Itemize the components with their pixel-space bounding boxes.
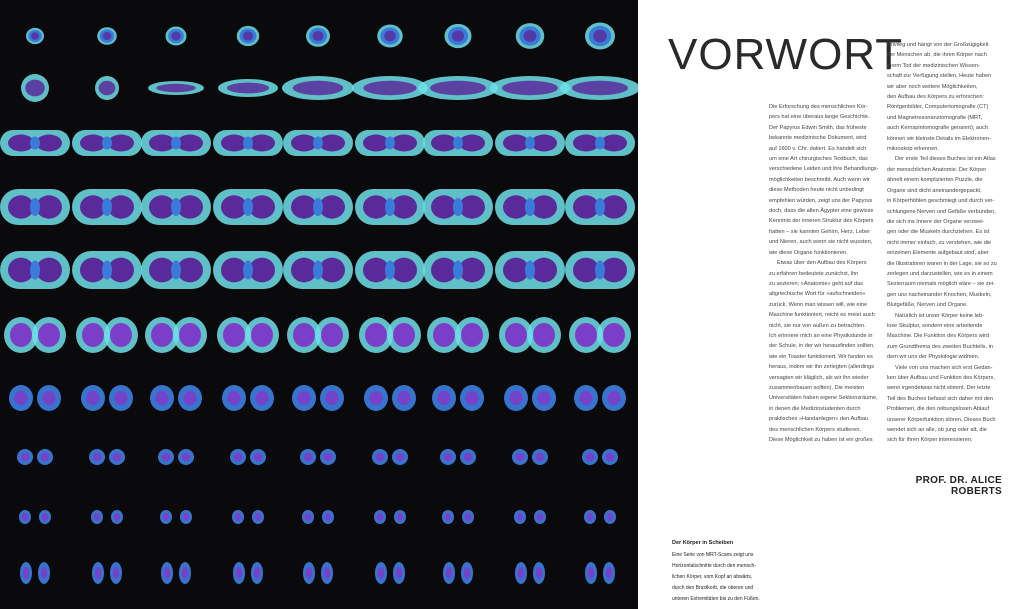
- caption-text: [672, 552, 764, 602]
- mri-slice: [300, 449, 336, 465]
- text-line: mikroskop erkennen.: [887, 146, 939, 153]
- text-line: auf 1600 v. Chr. datiert. Es handelt sich: [769, 145, 867, 152]
- text-line: wenn irgendetwas nicht stimmt. Der letzte: [887, 385, 991, 392]
- mri-slice: [569, 317, 631, 353]
- text-line: Horizontalschnitte durch den mensch-: [672, 563, 756, 569]
- text-line: ihrem Tod der medizinischen Wissen-: [887, 62, 980, 69]
- mri-slice: [141, 130, 211, 156]
- text-line: Der Papyrus Edwin Smith, das früheste: [769, 124, 867, 131]
- mri-slice: [442, 510, 474, 524]
- mri-slice: [499, 317, 561, 353]
- mri-slice: [375, 562, 405, 584]
- text-line: Maschine funktioniert, reicht es meist auch: [769, 312, 875, 319]
- text-line: um eine Art chirurgisches Textbuch, das: [769, 156, 868, 163]
- text-line: heraus, indem wir ihn zerlegten (allerdings: [769, 364, 875, 371]
- mri-slice: [355, 130, 425, 156]
- mri-slice: [432, 385, 484, 411]
- mri-slice: [423, 189, 493, 225]
- mri-slice: [504, 385, 556, 411]
- text-column-2: [887, 40, 1007, 446]
- mri-slice: [418, 76, 498, 100]
- text-line: ähnelt einem komplizierten Puzzle, die: [887, 177, 983, 184]
- mri-slice: [440, 449, 476, 465]
- mri-slice: [26, 28, 44, 44]
- mri-slice: [150, 385, 202, 411]
- mri-slice: [222, 385, 274, 411]
- text-line: wie ein Toaster funktioniert. Wir fanden es: [769, 353, 873, 360]
- text-line: des menschlichen Körpers studieren.: [769, 426, 862, 433]
- mri-slice: [359, 317, 421, 353]
- mri-slice: [495, 189, 565, 225]
- mri-slice: [514, 510, 546, 524]
- text-line: Blutgefäße, Nerven und Organe.: [887, 302, 968, 309]
- text-line: können wir kleinste Details im Elektronen-: [887, 135, 991, 142]
- mri-slice: [490, 76, 570, 100]
- mri-slice: [515, 562, 545, 584]
- text-line: nicht, sie nur von außen zu betrachten.: [769, 322, 866, 329]
- mri-slice: [302, 510, 334, 524]
- text-line: den Aufbau des Körpers zu erforschen:: [887, 94, 985, 101]
- text-line: und Nieren, auch wenn sie nicht wussten,: [769, 239, 873, 246]
- mri-slice: [374, 510, 406, 524]
- mri-slice: [233, 562, 263, 584]
- mri-slice: [565, 130, 635, 156]
- text-line: lichen Körper, vom Kopf an abwärts,: [672, 574, 753, 580]
- mri-slice: [89, 449, 125, 465]
- text-line: lose Skulptur, sondern eine arbeitende: [887, 322, 983, 329]
- mri-slice: [574, 385, 626, 411]
- mri-slice: [161, 562, 191, 584]
- mri-slice: [218, 79, 278, 97]
- text-line: zerlegen und darzustellen, wie es in einem: [887, 270, 993, 277]
- mri-slice: [158, 449, 194, 465]
- caption-title: Der Körper in Scheiben: [672, 540, 734, 546]
- mri-slice: [355, 189, 425, 225]
- mri-slice: [72, 189, 142, 225]
- mri-slice: [287, 317, 349, 353]
- mri-slice: [512, 449, 548, 465]
- text-line: möglichkeiten beschreibt. Auch wenn wir: [769, 176, 870, 183]
- text-line: zu erfahren bedeutete zunächst, ihn: [769, 270, 859, 277]
- mri-slice: [76, 317, 138, 353]
- text-line: Problemen, die den reibungslosen Ablauf: [887, 406, 990, 413]
- text-line: Teil des Buches befasst sich daher mit den: [887, 395, 994, 402]
- text-line: und Magnetresonanztomografie (MRT,: [887, 114, 983, 121]
- mri-slice: [364, 385, 416, 411]
- mri-slice: [443, 562, 473, 584]
- mri-slice: [372, 449, 408, 465]
- mri-slice: [303, 562, 333, 584]
- text-line: unserer Körperfunktion stören. Dieses Buch: [887, 416, 996, 423]
- text-line: gen oder die Muskeln durchziehen. Es ist: [887, 229, 990, 236]
- mri-slice: [582, 449, 618, 465]
- text-line: zu sezieren; »Anatomie« geht auf das: [769, 280, 863, 287]
- mri-slice: [217, 317, 279, 353]
- text-line: verschiedene Leiden und ihre Behandlungs-: [769, 166, 879, 173]
- text-line: Maschine. Die Funktion des Körpers wird: [887, 333, 989, 340]
- text-line: Eine Serie von MRT-Scans zeigt uns: [672, 552, 754, 558]
- text-line: Kenntnis der inneren Struktur des Körpers: [769, 218, 874, 225]
- text-line: zum Grundthema des zweiten Buchteils, in: [887, 343, 994, 350]
- text-line: unteren Extremitäten bis zu den Füßen.: [672, 596, 760, 602]
- mri-slice: [585, 23, 615, 50]
- mri-slice: [91, 510, 123, 524]
- text-line: praktisches »Handanlegen« den Aufbau: [769, 416, 869, 423]
- text-line: zusammenbauen sollten). Die meisten: [769, 384, 865, 391]
- mri-slice: [9, 385, 61, 411]
- text-line: Die Erforschung des menschlichen Kör-: [769, 104, 868, 110]
- mri-slice: [495, 251, 565, 289]
- text-line: Etwas über den Aufbau des Körpers: [777, 260, 867, 267]
- text-line: versagten wir kläglich, als wir ihn wieder: [769, 374, 869, 381]
- page-title: VORWORT: [668, 30, 904, 79]
- text-line: sich für ihren Körper interessieren.: [887, 437, 973, 444]
- mri-slice: [423, 130, 493, 156]
- mri-slice: [560, 76, 638, 100]
- text-line: durch den Brustkorb, die oberen und: [672, 585, 754, 591]
- mri-slice: [148, 81, 204, 95]
- author-name: PROF. DR. ALICE ROBERTS: [915, 475, 1002, 497]
- text-line: auch Kernspintomografie genannt); auch: [887, 125, 989, 132]
- mri-slice: [495, 130, 565, 156]
- mri-slice: [283, 130, 353, 156]
- text-line: doch, dass die alten Ägypter eine gewisse: [769, 208, 874, 215]
- mri-slice: [565, 189, 635, 225]
- text-line: Organe sind dicht aneinandergepackt,: [887, 187, 982, 194]
- mri-slice: [0, 189, 70, 225]
- text-line: schlungene Nerven und Gefäße verbunden,: [887, 208, 996, 215]
- mri-slice: [427, 317, 489, 353]
- text-line: der menschlichen Anatomie. Der Körper: [887, 166, 987, 173]
- mri-slice: [565, 251, 635, 289]
- text-line: hatten – sie kannten Gehirn, Herz, Leber: [769, 228, 871, 235]
- mri-slice: [72, 130, 142, 156]
- mri-slice: [355, 251, 425, 289]
- mri-slice: [4, 317, 66, 353]
- text-line: nicht immer einfach, zu verstehen, wie die: [887, 239, 992, 246]
- mri-slice: [213, 189, 283, 225]
- text-line: wie diese Organe funktionieren.: [769, 249, 848, 256]
- image-caption: [672, 540, 764, 607]
- mri-slice: [141, 189, 211, 225]
- text-line: wir aber noch weitere Möglichkeiten,: [887, 83, 978, 90]
- text-line: Viele von uns machen sich erst Gedan-: [895, 364, 993, 371]
- text-line: pers hat eine überaus lange Geschichte.: [769, 114, 870, 121]
- text-line: empfehlen würden, zeigt uns der Papyrus: [769, 197, 873, 204]
- mri-slice: [213, 251, 283, 289]
- mri-slice: [166, 27, 187, 46]
- mri-slice: [97, 27, 117, 45]
- text-line: diese Methoden heute nicht unbedingt: [769, 187, 864, 194]
- mri-slice: [377, 25, 403, 48]
- text-column-1: [769, 102, 889, 445]
- mri-slice: [0, 251, 70, 289]
- mri-slice: [352, 76, 428, 100]
- mri-slice: [92, 562, 122, 584]
- mri-slice: [145, 317, 207, 353]
- mri-slice: [232, 510, 264, 524]
- text-line: in denen die Medizinstudenten durch: [769, 405, 861, 412]
- mri-slice: [19, 510, 51, 524]
- text-line: Privileg und hängt von der Großzügigkeit: [887, 42, 989, 48]
- mri-slice: [584, 510, 616, 524]
- text-line: die Illustratoren waren in der Lage, sie so zu: [887, 260, 997, 267]
- mri-slice: [585, 562, 615, 584]
- text-line: der Menschen ab, die ihren Körper nach: [887, 52, 987, 59]
- mri-slice: [230, 449, 266, 465]
- mri-slice: [213, 130, 283, 156]
- text-line: Universitäten haben eigene Sektionsräume,: [769, 395, 878, 402]
- text-line: Diese Möglichkeit zu haben ist ein großes: [769, 437, 873, 443]
- text-line: die sich ins Innere der Organe verzwei-: [887, 218, 985, 225]
- text-line: bekannte medizinische Dokument, wird: [769, 135, 867, 142]
- mri-slice: [20, 562, 50, 584]
- mri-slice: [516, 23, 545, 49]
- mri-slice: [21, 74, 49, 102]
- mri-slice: [445, 24, 472, 48]
- text-line: dem wir uns der Physiologie widmen.: [887, 354, 980, 361]
- text-line: schaft zur Verfügung stellen. Heute haben: [887, 73, 992, 80]
- mri-slice: [283, 189, 353, 225]
- text-line: einzelnen Elemente aufgebaut sind, aber: [887, 250, 989, 257]
- text-line: der Schule, in der wir herausfinden sollten,: [769, 343, 875, 350]
- text-line: Röntgenbilder, Computertomografie (CT): [887, 104, 989, 111]
- mri-slice: [237, 26, 260, 46]
- text-line: zurück. Wenn man wissen will, wie eine: [769, 301, 868, 308]
- text-line: Natürlich ist unser Körper keine leb-: [895, 312, 984, 319]
- text-line: Ich erinnere mich an eine Physikstunde in: [769, 332, 873, 339]
- text-line: in Körperhöhlen geschmiegt und durch ver-: [887, 198, 995, 205]
- mri-slice: [141, 251, 211, 289]
- mri-slice: [283, 251, 353, 289]
- text-line: altgriechische Wort für »aufschneiden«: [769, 291, 866, 298]
- mri-slice: [160, 510, 192, 524]
- mri-slice: [306, 25, 330, 47]
- mri-slice: [81, 385, 133, 411]
- mri-slice: [292, 385, 344, 411]
- mri-slice: [423, 251, 493, 289]
- text-line: wendet sich an alle, ob jung oder alt, die: [887, 427, 987, 434]
- mri-slice: [0, 130, 70, 156]
- text-line: Sezierraum niemals möglich wäre – sie zei-: [887, 281, 995, 288]
- mri-slice: [72, 251, 142, 289]
- text-line: Der erste Teil dieses Buches ist ein Atlas: [895, 156, 996, 163]
- text-line: gen uns nacheinander Knochen, Muskeln,: [887, 291, 992, 298]
- mri-slice: [17, 449, 53, 465]
- text-line: ken über Aufbau und Funktion des Körpers,: [887, 375, 995, 381]
- mri-slice: [282, 76, 354, 100]
- mri-slice: [95, 76, 119, 100]
